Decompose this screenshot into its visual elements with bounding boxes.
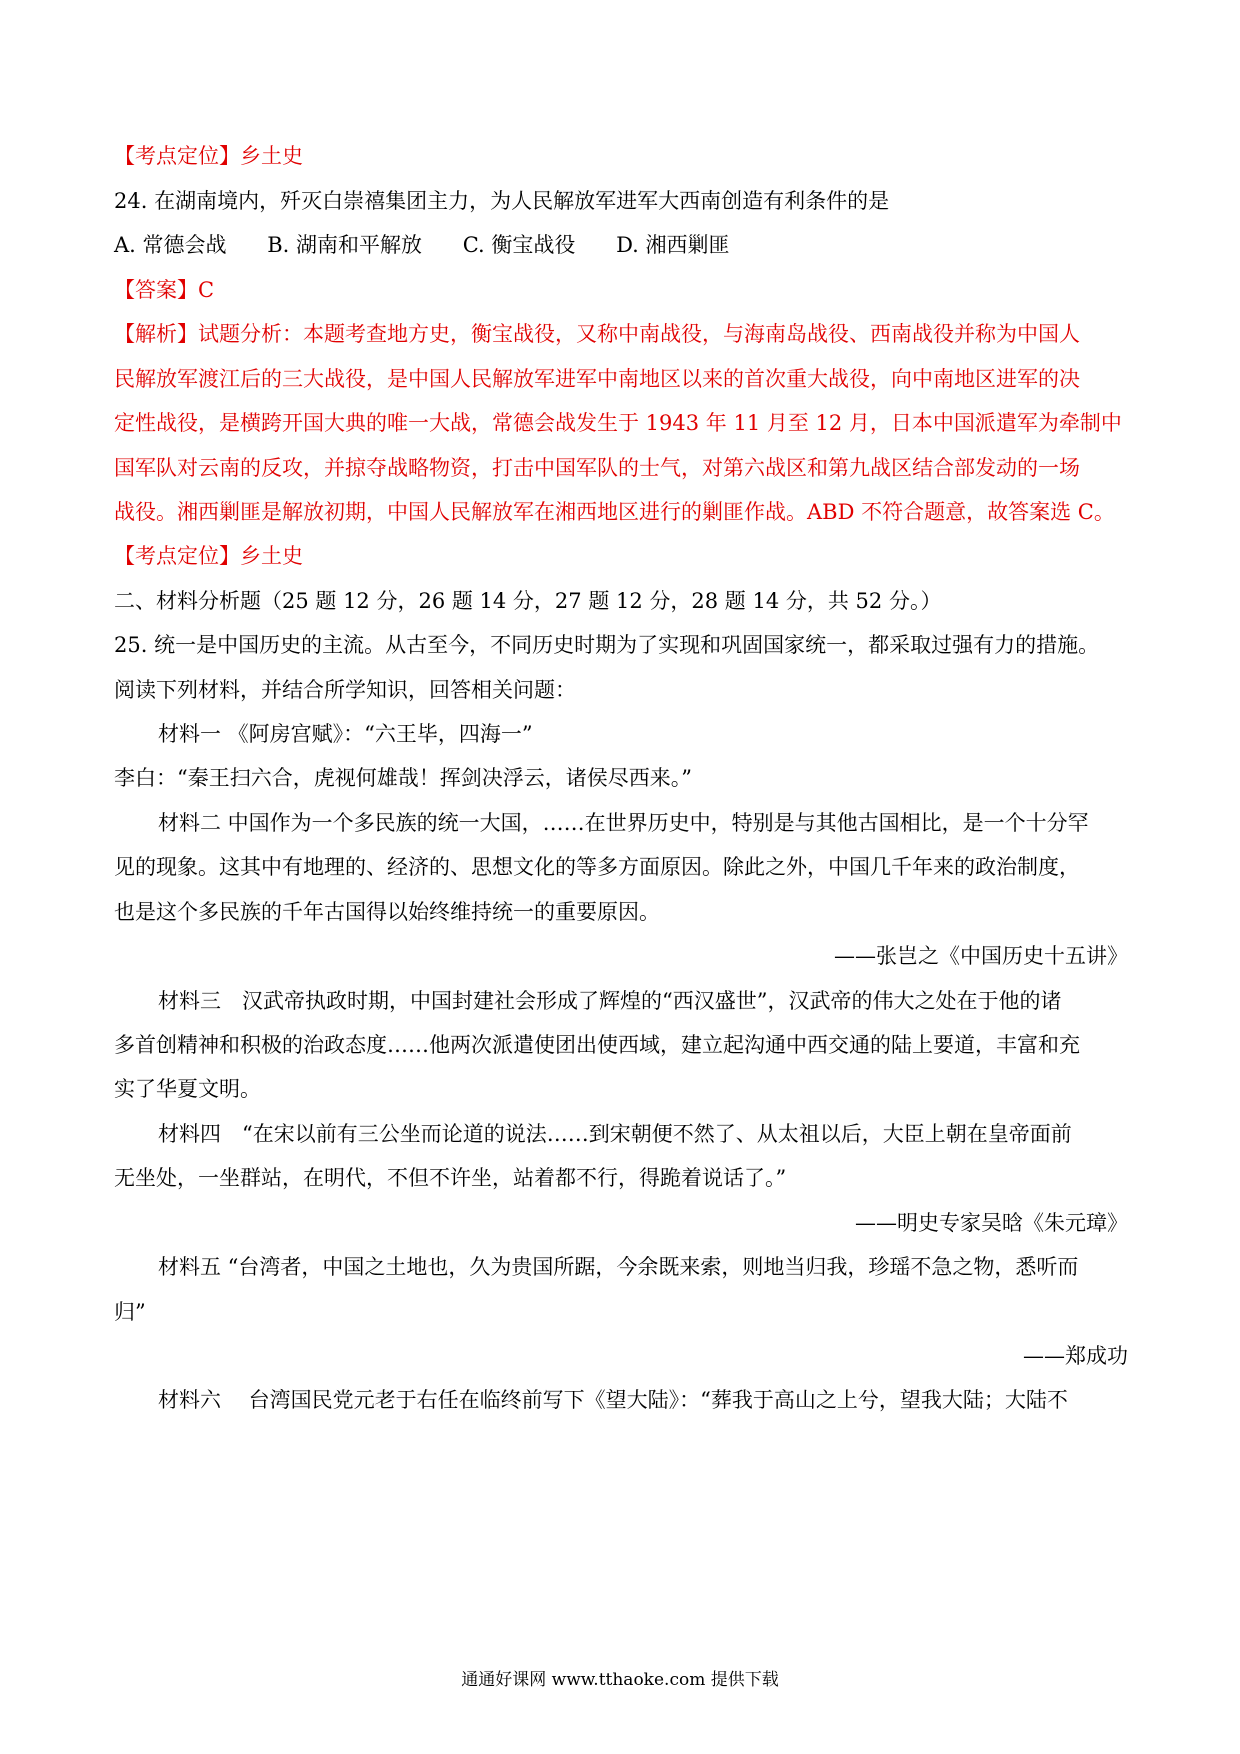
section-tag-line	[114, 141, 1130, 171]
material-4-source: ——明史专家吴晗《朱元璋》	[855, 1211, 1128, 1235]
material-2-line-2: 见的现象。这其中有地理的、经济的、思想文化的等多方面原因。除此之外，中国几千年来的政治制度，	[114, 855, 1080, 879]
material-3-line-2: 多首创精神和积极的治政态度……他两次派遣使团出使西域，建立起沟通中西交通的陆上要道，丰富和充	[114, 1033, 1080, 1057]
option-a: A. 常德会战	[114, 233, 227, 257]
question-24-options	[114, 230, 1130, 260]
option-b: B. 湖南和平解放	[267, 233, 423, 257]
material-4-line-2: 无坐处，一坐群站，在明代，不但不许坐，站着都不行，得跪着说话了。”	[114, 1166, 787, 1190]
analysis-text-1: 试题分析：本题考查地方史，衡宝战役，又称中南战役，与海南岛战役、西南战役并称为中国人	[198, 322, 1080, 346]
option-d: D. 湘西剿匪	[616, 233, 730, 257]
material-1-line-1: 材料一 《阿房宫赋》：“六王毕，四海一”	[158, 722, 533, 746]
material-2-line-3: 也是这个多民族的千年古国得以始终维持统一的重要原因。	[114, 900, 660, 924]
section-heading: 二、材料分析题（25 题 12 分，26 题 14 分，27 题 12 分，28 题 14 分，共 52 分。）	[114, 589, 942, 613]
analysis-line-2: 民解放军渡江后的三大战役，是中国人民解放军进军中南地区以来的首次重大战役，向中南地区进军的决	[114, 367, 1080, 391]
material-5-line-2: 归”	[114, 1300, 146, 1324]
material-2-source: ——张岂之《中国历史十五讲》	[834, 944, 1128, 968]
question-24-stem	[114, 186, 1130, 216]
material-4-line-1: 材料四 “在宋以前有三公坐而论道的说法……到宋朝便不然了、从太祖以后，大臣上朝在皇帝面前	[158, 1122, 1072, 1146]
q25-intro-line-2: 阅读下列材料，并结合所学知识，回答相关问题：	[114, 678, 576, 702]
q25-intro-line-1: 25. 统一是中国历史的主流。从古至今，不同历史时期为了实现和巩固国家统一，都采取过强有力的措施。	[114, 633, 1100, 657]
material-3-line-3: 实了华夏文明。	[114, 1077, 261, 1101]
analysis-line-4: 国军队对云南的反攻，并掠夺战略物资，打击中国军队的士气，对第六战区和第九战区结合部发动的一场	[114, 456, 1080, 480]
answer-label: 【答案】	[114, 278, 198, 302]
option-c: C. 衡宝战役	[462, 233, 576, 257]
material-6-line-1: 材料六 台湾国民党元老于右任在临终前写下《望大陆》：“葬我于高山之上兮，望我大陆；大陆不	[158, 1388, 1068, 1412]
position-tag-line	[114, 541, 1130, 571]
answer-value: C	[198, 278, 215, 302]
question-text: 在湖南境内，歼灭白崇禧集团主力，为人民解放军进军大西南创造有利条件的是	[154, 189, 890, 213]
material-5-source: ——郑成功	[1023, 1344, 1128, 1368]
analysis-line-5: 战役。湘西剿匪是解放初期，中国人民解放军在湘西地区进行的剿匪作战。ABD 不符合题意，故答案选 C。	[114, 500, 1115, 524]
section-tag-label: 【考点定位】	[114, 144, 240, 168]
page-footer: 通通好课网 www.tthaoke.com 提供下载	[461, 1670, 779, 1690]
position-tag-label: 【考点定位】	[114, 544, 240, 568]
material-2-line-1: 材料二 中国作为一个多民族的统一大国，……在世界历史中，特别是与其他古国相比，是一个十分罕	[158, 811, 1089, 835]
answer-line	[114, 275, 1130, 305]
material-1-line-2: 李白：“秦王扫六合，虎视何雄哉！挥剑决浮云，诸侯尽西来。”	[114, 766, 692, 790]
analysis-label: 【解析】	[114, 322, 198, 346]
material-5-line-1: 材料五 “台湾者，中国之土地也，久为贵国所踞，今余既来索，则地当归我，珍瑶不急之物，悉听而	[158, 1255, 1079, 1279]
analysis-line-3: 定性战役，是横跨开国大典的唯一大战，常德会战发生于 1943 年 11 月至 12 月，日本中国派遣军为牵制中	[114, 411, 1122, 435]
analysis-line-1	[114, 319, 1130, 349]
section-tag-value: 乡土史	[240, 144, 303, 168]
material-3-line-1: 材料三 汉武帝执政时期，中国封建社会形成了辉煌的“西汉盛世”，汉武帝的伟大之处在于他的诸	[158, 989, 1062, 1013]
question-number: 24.	[114, 189, 148, 213]
position-tag-value: 乡土史	[240, 544, 303, 568]
